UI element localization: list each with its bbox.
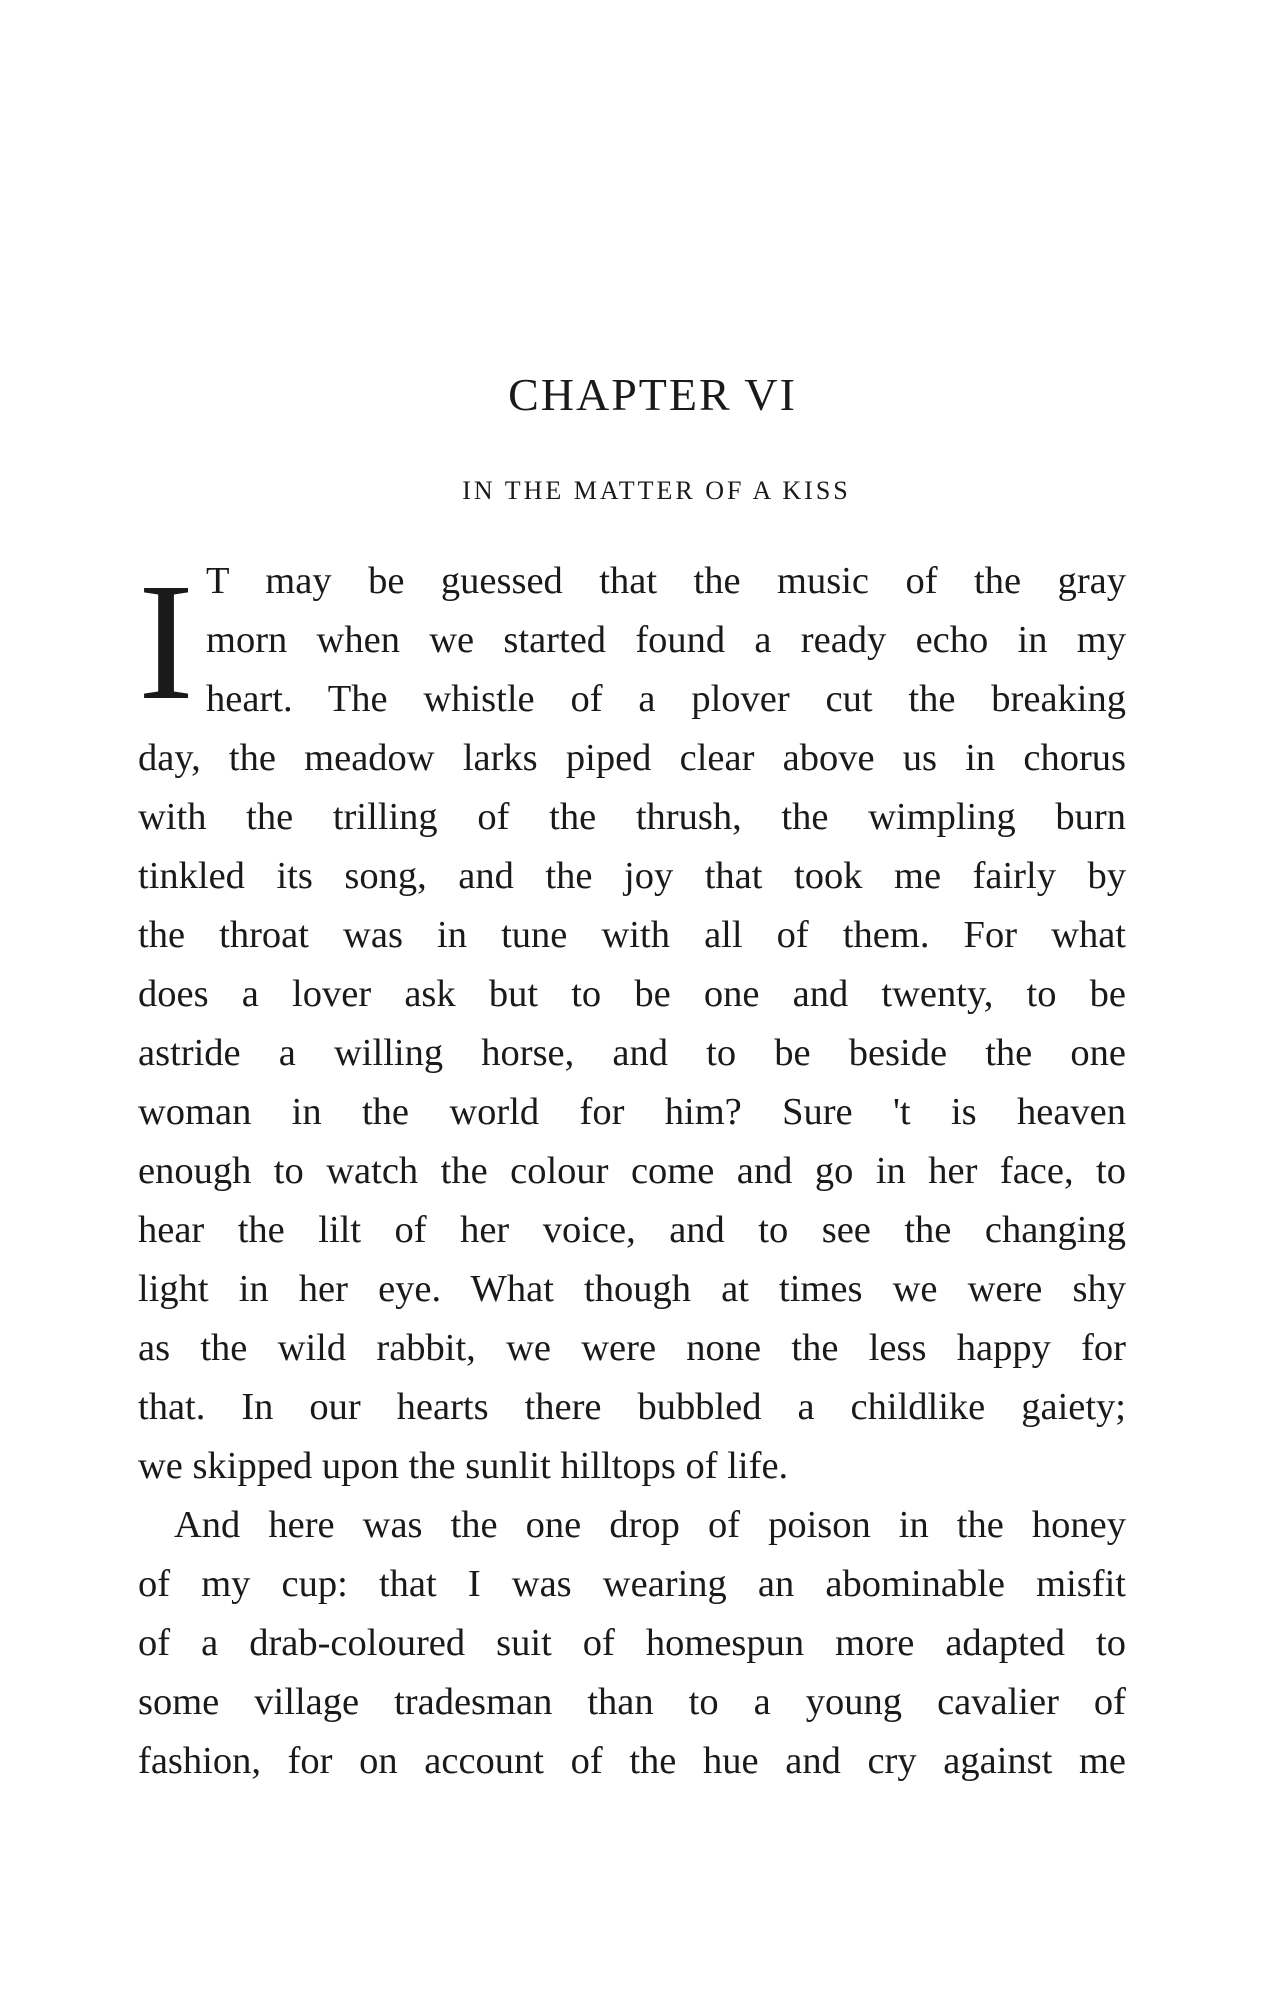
text-line: hear the lilt of her voice, and to see the changing	[138, 1209, 1126, 1251]
text-line: day, the meadow larks piped clear above us in chorus	[138, 737, 1126, 779]
text-line: we skipped upon the sunlit hilltops of life.	[138, 1445, 789, 1487]
text-line: tinkled its song, and the joy that took me fairly by	[138, 855, 1126, 897]
text-line: of a drab-coloured suit of homespun more adapted to	[138, 1622, 1126, 1664]
text-line: the throat was in tune with all of them. For what	[138, 914, 1126, 956]
paragraph-1	[138, 549, 1126, 1496]
text-line: enough to watch the colour come and go in her face, to	[138, 1150, 1126, 1192]
text-line: does a lover ask but to be one and twenty, to be	[138, 973, 1126, 1015]
text-line: that. In our hearts there bubbled a childlike gaiety;	[138, 1386, 1126, 1428]
chapter-subtitle: IN THE MATTER OF A KISS	[462, 476, 851, 505]
chapter-title: CHAPTER VI	[508, 369, 797, 420]
text-line: woman in the world for him? Sure 't is heaven	[138, 1091, 1126, 1133]
text-line: with the trilling of the thrush, the wimpling burn	[138, 796, 1126, 838]
paragraph-2	[138, 1496, 1126, 1791]
text-line: fashion, for on account of the hue and cry against me	[138, 1740, 1126, 1782]
text-line: as the wild rabbit, we were none the less happy for	[138, 1327, 1126, 1369]
text-line: T may be guessed that the music of the gray	[206, 560, 1126, 602]
text-line: heart. The whistle of a plover cut the breaking	[206, 678, 1126, 720]
text-line: light in her eye. What though at times we were shy	[138, 1268, 1126, 1310]
chapter-text	[138, 549, 1126, 1791]
text-line: astride a willing horse, and to be beside the one	[138, 1032, 1126, 1074]
text-line: morn when we started found a ready echo in my	[206, 619, 1126, 661]
drop-cap: I	[138, 549, 194, 735]
text-line: of my cup: that I was wearing an abominable misfit	[138, 1563, 1126, 1605]
text-line: And here was the one drop of poison in the honey	[174, 1504, 1126, 1546]
text-line: some village tradesman than to a young cavalier of	[138, 1681, 1126, 1723]
